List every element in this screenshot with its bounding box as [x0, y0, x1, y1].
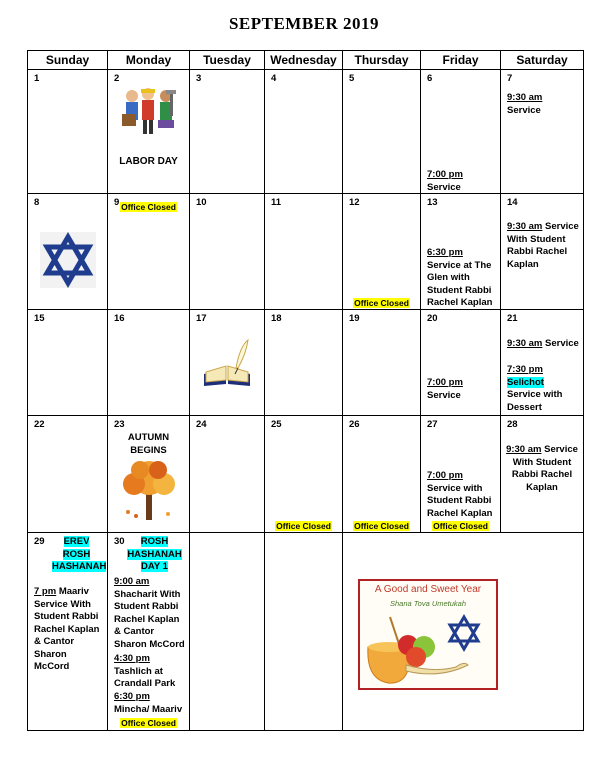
autumn-begins-label: AUTUMN BEGINS: [127, 432, 170, 456]
event-text: Service at The Glen with Student Rabbi Rachel Kaplan: [427, 259, 493, 308]
week-row-5: [28, 533, 584, 731]
event-text: Tashlich at Crandall Park: [114, 665, 176, 689]
event-time: 7:00 pm: [427, 470, 463, 481]
weekday-sunday: Sunday: [28, 51, 108, 70]
event-text: Mincha/ Maariv: [114, 703, 183, 715]
autumn-tree-icon: [118, 456, 180, 522]
event-time: 9:30 am: [507, 338, 543, 349]
day-number: 22: [34, 419, 45, 430]
event-sat28: [505, 444, 579, 494]
event-sat21-evening: [507, 364, 580, 414]
day-cell-24: [190, 416, 265, 533]
event-time: 9:30 am: [506, 444, 542, 455]
event-text: Maariv Service With Student Rabbi Rachel Kaplan & Cantor Sharon McCord: [34, 586, 100, 672]
day-cell-22: [28, 416, 108, 533]
event-sat14: [507, 221, 580, 271]
holiday-rosh-hashanah: [126, 536, 183, 574]
day-number: 9: [114, 197, 120, 208]
office-closed-wrap: [265, 520, 342, 533]
event-time: 9:30 am: [507, 221, 543, 232]
labor-day-workers-icon: [118, 84, 180, 140]
event-time: 7 pm: [34, 586, 57, 597]
day-cell-29: [28, 533, 108, 731]
day-cell-26: [343, 416, 421, 533]
event-fri6: [427, 169, 497, 194]
day-number: 28: [507, 419, 518, 430]
holiday-erev-rosh-hashanah: [52, 536, 107, 574]
day-cell-2: [108, 70, 190, 212]
day-number: 23: [114, 419, 125, 430]
event-text: Service With Student Rabbi Rachel Kaplan: [507, 221, 579, 270]
day-number: 10: [196, 197, 207, 208]
day-cell-4: [265, 70, 343, 194]
event-time: 9:30 am: [507, 92, 543, 103]
event-time: 7:00 pm: [427, 377, 463, 388]
day-cell-20: [421, 310, 501, 416]
greeting-card-cell: [343, 533, 584, 731]
event-mon30-tashlich: [114, 653, 186, 691]
day-number: 3: [196, 73, 202, 84]
day-cell-17: [190, 310, 265, 416]
weekday-header-row: [28, 51, 584, 70]
event-text: Shacharit With Student Rabbi Rachel Kaplan & Cantor Sharon McCord: [114, 588, 185, 650]
day-number: 7: [507, 73, 513, 84]
event-fri13: [427, 247, 497, 310]
event-text: Service: [427, 389, 461, 401]
day-cell-10: [190, 194, 265, 310]
day-number: 16: [114, 313, 125, 324]
event-time: 7:30 pm: [507, 364, 543, 375]
office-closed-badge: Office Closed: [433, 521, 488, 531]
day-cell-21: [501, 310, 584, 416]
day-number: 30: [114, 536, 125, 547]
weekday-friday: Friday: [421, 51, 501, 70]
honey-apple-shofar-icon: [360, 607, 496, 687]
calendar-grid: [27, 50, 584, 731]
event-fri20: [427, 377, 497, 402]
office-closed-wrap: [343, 520, 420, 533]
day-cell-13: [421, 194, 501, 310]
event-text: Service with Dessert: [507, 389, 563, 413]
day-number: 20: [427, 313, 438, 324]
labor-day-label: LABOR DAY: [119, 156, 178, 167]
empty-cell: [190, 533, 265, 731]
empty-cell: [265, 533, 343, 731]
event-text: Service with Student Rabbi Rachel Kaplan: [427, 482, 493, 519]
weekday-tuesday: Tuesday: [190, 51, 265, 70]
day-cell-8: [28, 194, 108, 310]
day-cell-7: [501, 70, 584, 194]
weekday-wednesday: Wednesday: [265, 51, 343, 70]
day-number: 2: [114, 73, 120, 84]
day-cell-23: [108, 416, 190, 533]
greeting-card: [358, 579, 498, 690]
day-number: 15: [34, 313, 45, 324]
week-row-1: [28, 70, 584, 194]
week-row-3: [28, 310, 584, 416]
event-time: 6:30 pm: [114, 691, 150, 702]
day-cell-12: [343, 194, 421, 310]
selichot-highlight: Selichot: [507, 376, 544, 388]
day-number: 17: [196, 313, 207, 324]
day-cell-27: [421, 416, 501, 533]
event-mon30-shacharit: [114, 576, 186, 651]
day-cell-16: [108, 310, 190, 416]
day-cell-15: [28, 310, 108, 416]
star-of-david-icon: [40, 232, 96, 288]
day-cell-30: [108, 533, 190, 731]
day-number: 25: [271, 419, 282, 430]
day-number: 14: [507, 197, 518, 208]
day-number: 27: [427, 419, 438, 430]
office-closed-wrap: [421, 520, 500, 533]
event-sun29: [34, 586, 104, 674]
weekday-monday: Monday: [108, 51, 190, 70]
day-number: 5: [349, 73, 355, 84]
day-cell-3: [190, 70, 265, 194]
weekday-thursday: Thursday: [343, 51, 421, 70]
day-number: 11: [271, 197, 282, 208]
day-number: 18: [271, 313, 282, 324]
office-closed-badge: Office Closed: [121, 202, 176, 212]
day-number: 6: [427, 73, 433, 84]
office-closed-badge: Office Closed: [354, 521, 409, 531]
office-closed-wrap: [108, 717, 189, 730]
day-number: 1: [34, 73, 40, 84]
event-time: 6:30 pm: [427, 247, 463, 258]
day-number: 13: [427, 197, 438, 208]
event-fri27: [427, 470, 497, 520]
event-time: 7:00 pm: [427, 169, 463, 180]
office-closed-badge: Office Closed: [121, 718, 176, 728]
day-number: 19: [349, 313, 360, 324]
office-closed-badge: Office Closed: [276, 521, 331, 531]
holiday-label: ROSH HASHANAH DAY 1: [127, 536, 182, 572]
day-number: 26: [349, 419, 360, 430]
office-closed-wrap: [343, 297, 420, 310]
calendar-title: SEPTEMBER 2019: [228, 14, 380, 33]
week-row-2: [28, 194, 584, 310]
event-text: Service: [507, 104, 541, 116]
day-number: 8: [34, 197, 40, 208]
day-number: 21: [507, 313, 518, 324]
office-closed-badge: Office Closed: [354, 298, 409, 308]
day-number: 4: [271, 73, 277, 84]
event-sat21-morning: [507, 338, 580, 351]
day-cell-1: [28, 70, 108, 194]
day-cell-25: [265, 416, 343, 533]
day-cell-5: [343, 70, 421, 194]
event-text: Service: [427, 181, 461, 193]
card-subtitle: Shana Tova Umetukah: [389, 599, 467, 608]
card-title: A Good and Sweet Year: [374, 584, 482, 595]
day-cell-14: [501, 194, 584, 310]
weekday-saturday: Saturday: [501, 51, 584, 70]
day-cell-6: [421, 70, 501, 194]
day-cell-11: [265, 194, 343, 310]
day-number: 24: [196, 419, 207, 430]
day-cell-28: [501, 416, 584, 533]
event-mon30-mincha: [114, 691, 186, 716]
event-text: Service: [542, 338, 579, 349]
day-cell-9: [108, 194, 190, 310]
event-time: 9:00 am: [114, 576, 150, 587]
day-cell-18: [265, 310, 343, 416]
day-number: 29: [34, 536, 45, 547]
event-time: 4:30 pm: [114, 653, 150, 664]
event-sat7: [507, 92, 580, 117]
day-number: 12: [349, 197, 360, 208]
holiday-label: EREV ROSH HASHANAH: [52, 536, 107, 572]
book-quill-icon: [202, 338, 252, 388]
event-text: Service With Student Rabbi Rachel Kaplan: [511, 444, 578, 493]
day-cell-19: [343, 310, 421, 416]
week-row-4: [28, 416, 584, 533]
